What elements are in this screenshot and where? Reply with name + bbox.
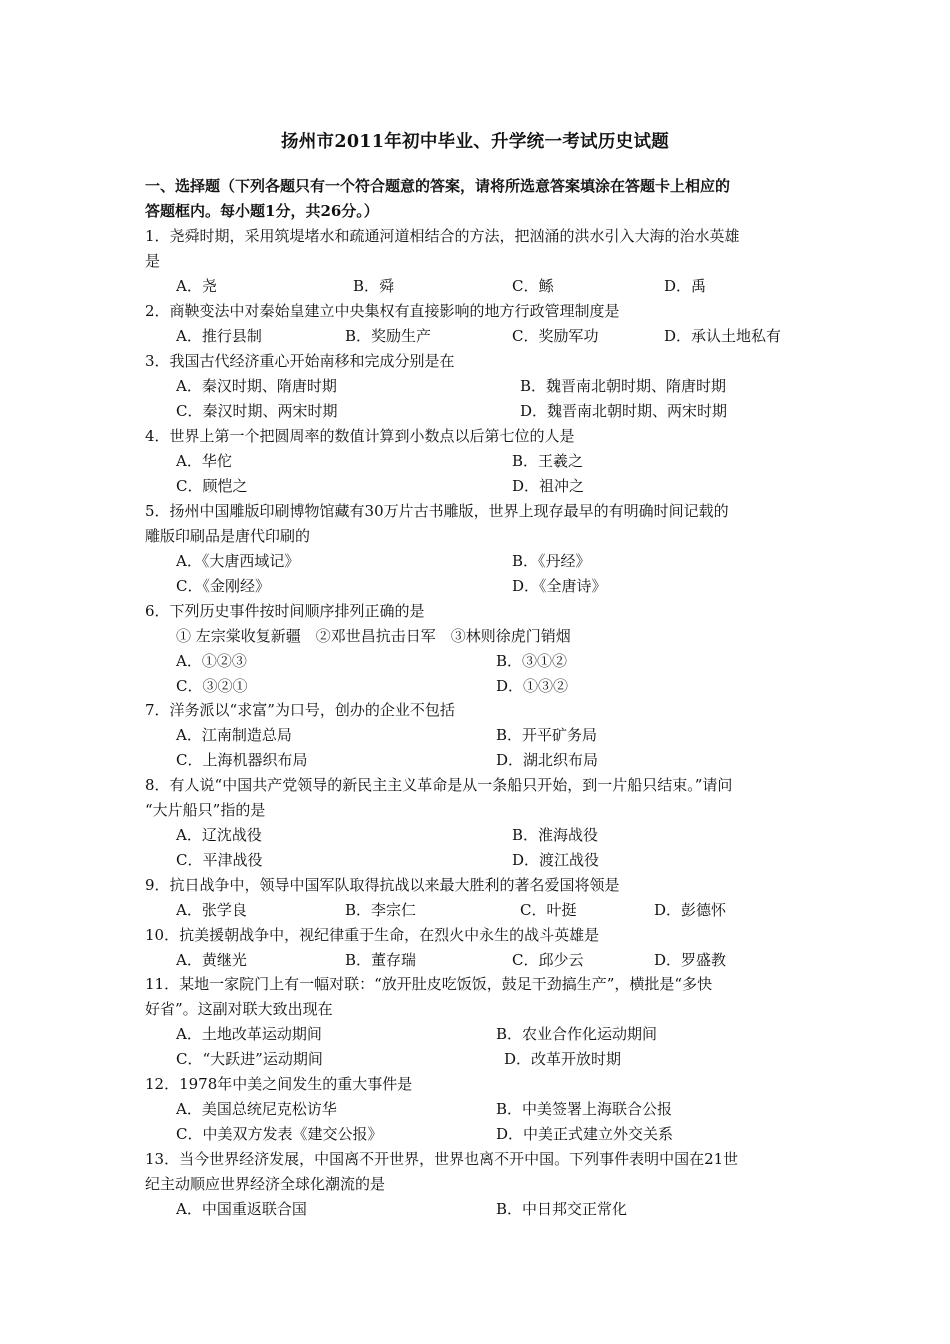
section-heading-line-1: 一、选择题（下列各题只有一个符合题意的答案，请将所选意答案填涂在答题卡上相应的	[145, 177, 731, 195]
question-12-option: D．中美正式建立外交关系	[496, 1125, 674, 1143]
question-5-stem-line: 5．扬州中国雕版印刷博物馆藏有30万片古书雕版，世界上现存最早的有明确时间记载的	[145, 502, 729, 520]
question-2-option: D．承认土地私有	[664, 327, 782, 345]
question-9-option: A．张学良	[176, 901, 247, 919]
question-5-stem-line: 雕版印刷品是唐代印刷的	[145, 527, 311, 545]
question-11-option: B．农业合作化运动期间	[496, 1025, 658, 1043]
question-6-stem-line: 6．下列历史事件按时间顺序排列正确的是	[145, 602, 425, 620]
question-6-option: C．③②①	[176, 677, 248, 695]
question-1-option: B．舜	[353, 277, 395, 295]
question-10-stem-line: 10．抗美援朝战争中，视纪律重于生命，在烈火中永生的战斗英雄是	[145, 926, 600, 944]
question-7-option: B．开平矿务局	[496, 726, 598, 744]
section-heading-line-2: 答题框内。每小题1分，共26分。）	[145, 202, 379, 220]
question-4-stem-line: 4．世界上第一个把圆周率的数值计算到小数点以后第七位的人是	[145, 427, 575, 445]
question-6-option: A．①②③	[176, 652, 247, 670]
question-3-option: A．秦汉时期、隋唐时期	[176, 377, 337, 395]
question-13-stem-line: 纪主动顺应世界经济全球化潮流的是	[145, 1175, 386, 1193]
question-4-option: B．王羲之	[512, 452, 584, 470]
question-1-option: D．禹	[664, 277, 707, 295]
question-3-option: B．魏晋南北朝时期、隋唐时期	[520, 377, 727, 395]
question-4-option: D．祖冲之	[512, 477, 585, 495]
question-10-option: C．邱少云	[512, 951, 584, 969]
question-13-option: B．中日邦交正常化	[496, 1200, 628, 1218]
question-8-option: D．渡江战役	[512, 851, 600, 869]
question-9-option: C．叶挺	[520, 901, 577, 919]
question-11-stem-line: 好省”。这副对联大致出现在	[145, 1000, 333, 1018]
question-12-stem-line: 12．1978年中美之间发生的重大事件是	[145, 1075, 413, 1093]
question-9-stem-line: 9．抗日战争中，领导中国军队取得抗战以来最大胜利的著名爱国将领是	[145, 876, 620, 894]
question-7-stem-line: 7．洋务派以“求富”为口号，创办的企业不包括	[145, 701, 455, 719]
question-7-option: C．上海机器织布局	[176, 751, 308, 769]
question-6-option: D．①③②	[496, 677, 569, 695]
question-1-option: A．尧	[176, 277, 217, 295]
question-2-option: C．奖励军功	[512, 327, 599, 345]
question-4-option: C．顾恺之	[176, 477, 248, 495]
question-8-option: C．平津战役	[176, 851, 263, 869]
question-10-option: D．罗盛教	[654, 951, 727, 969]
question-13-option: A．中国重返联合国	[176, 1200, 307, 1218]
question-5-option: D．《全唐诗》	[512, 577, 607, 595]
question-12-option: C．中美双方发表《建交公报》	[176, 1125, 383, 1143]
question-7-option: D．湖北织布局	[496, 751, 599, 769]
exam-title: 扬州市2011年初中毕业、升学统一考试历史试题	[280, 132, 670, 152]
question-8-stem-line: “大片船只”指的是	[145, 801, 266, 819]
question-5-option: C．《金刚经》	[176, 577, 270, 595]
question-3-option: C．秦汉时期、两宋时期	[176, 402, 338, 420]
question-2-option: B．奖励生产	[345, 327, 432, 345]
question-1-stem-line: 是	[145, 252, 161, 270]
question-7-option: A．江南制造总局	[176, 726, 292, 744]
question-11-option: D．改革开放时期	[504, 1050, 622, 1068]
question-13-stem-line: 13．当今世界经济发展，中国离不开世界，世界也离不开中国。下列事件表明中国在21世	[145, 1150, 739, 1168]
question-12-option: B．中美签署上海联合公报	[496, 1100, 673, 1118]
question-10-option: B．董存瑞	[345, 951, 417, 969]
question-11-option: C．“大跃进”运动期间	[176, 1050, 323, 1068]
question-9-option: B．李宗仁	[345, 901, 417, 919]
question-5-option: B．《丹经》	[512, 552, 591, 570]
question-6-option: B．③①②	[496, 652, 568, 670]
question-2-stem-line: 2．商鞅变法中对秦始皇建立中央集权有直接影响的地方行政管理制度是	[145, 302, 620, 320]
question-11-stem-line: 11．某地一家院门上有一幅对联：“放开肚皮吃饭饭，鼓足干劲搞生产”，横批是“多快	[145, 975, 713, 993]
question-6-stem-line: ① 左宗棠收复新疆 ②邓世昌抗击日军 ③林则徐虎门销烟	[176, 627, 571, 645]
question-8-option: A．辽沈战役	[176, 826, 262, 844]
question-1-stem-line: 1．尧舜时期，采用筑堤堵水和疏通河道相结合的方法，把汹涌的洪水引入大海的治水英雄	[145, 227, 740, 245]
question-8-stem-line: 8．有人说“中国共产党领导的新民主主义革命是从一条船只开始，到一片船只结束。”请问	[145, 776, 733, 794]
question-9-option: D．彭德怀	[654, 901, 727, 919]
question-2-option: A．推行县制	[176, 327, 262, 345]
question-10-option: A．黄继光	[176, 951, 247, 969]
question-12-option: A．美国总统尼克松访华	[176, 1100, 337, 1118]
question-8-option: B．淮海战役	[512, 826, 599, 844]
question-5-option: A．《大唐西域记》	[176, 552, 300, 570]
question-3-option: D．魏晋南北朝时期、两宋时期	[520, 402, 728, 420]
question-3-stem-line: 3．我国古代经济重心开始南移和完成分别是在	[145, 352, 455, 370]
question-1-option: C．鲧	[512, 277, 554, 295]
question-4-option: A．华佗	[176, 452, 232, 470]
question-11-option: A．土地改革运动期间	[176, 1025, 322, 1043]
